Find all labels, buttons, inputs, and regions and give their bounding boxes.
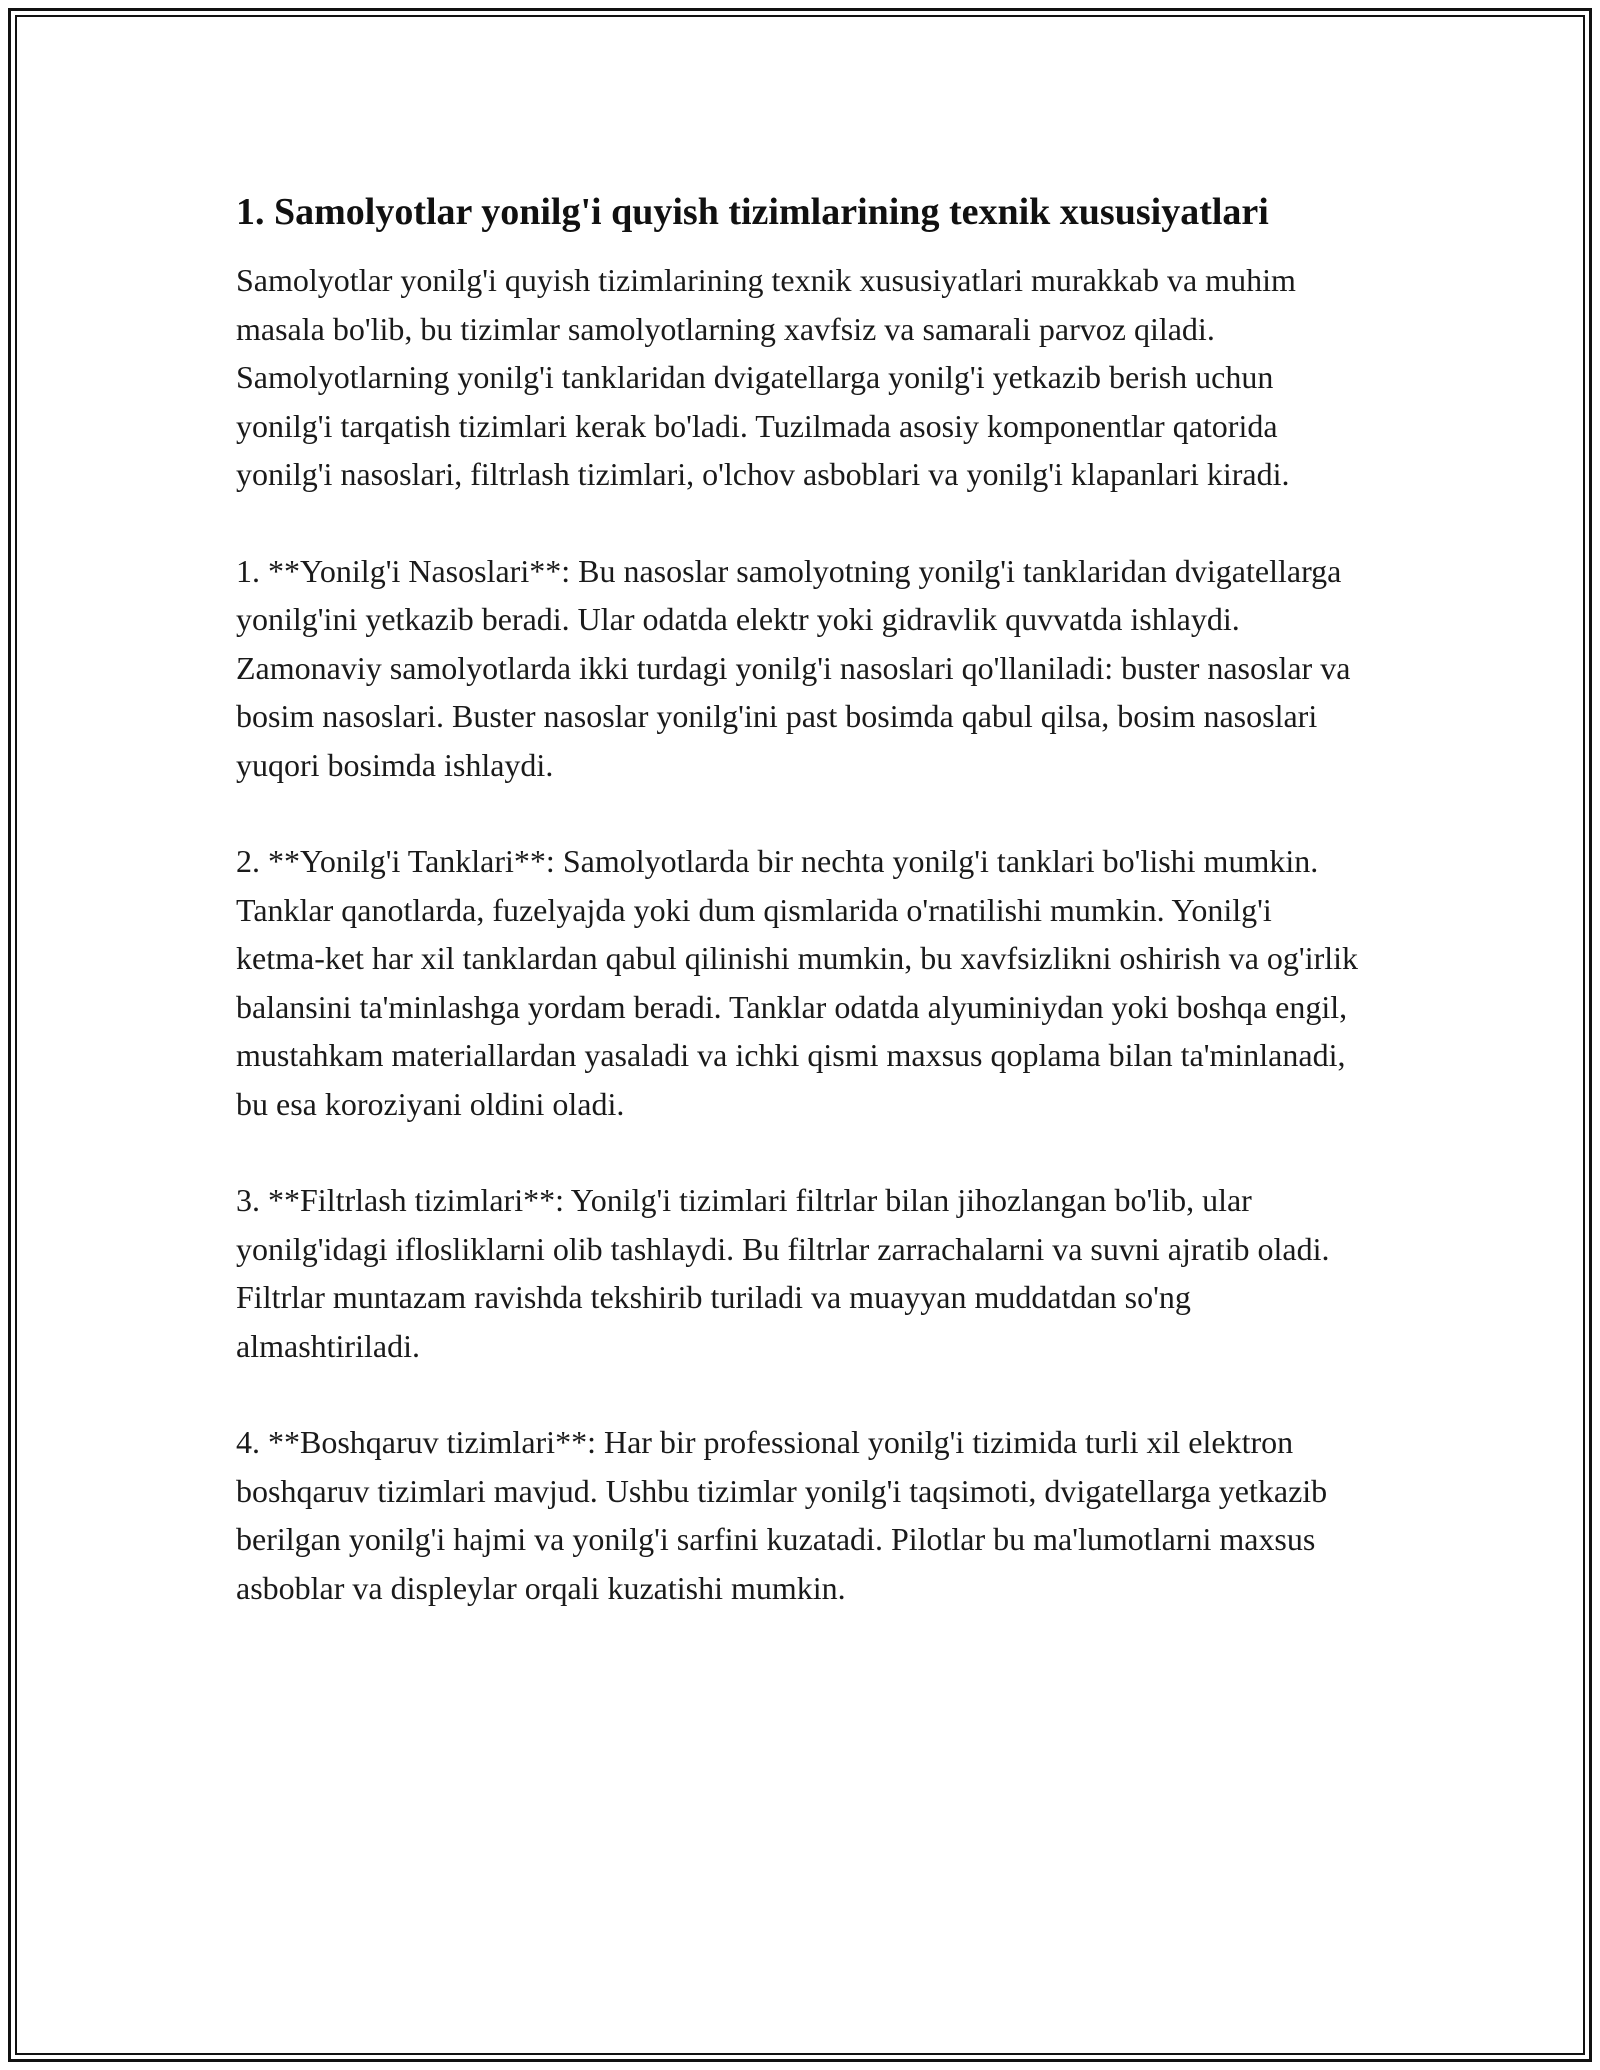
- document-body: [236, 185, 1366, 1660]
- paragraph-fuel-pumps: 1. **Yonilg'i Nasoslari**: Bu nasoslar samolyotning yonilg'i tanklaridan dvigatellarga yonilg'ini yetkazib beradi. Ular odatda elektr yoki gidravlik quvvatda ishlaydi. Zamonaviy samolyotlarda ikki turdagi yonilg'i nasoslari qo'llaniladi: buster nasoslar va bosim nasoslari. Buster nasoslar yonilg'ini past bosimda qabul qilsa, bosim nasoslari yuqori bosimda ishlaydi.: [236, 552, 1351, 783]
- document-title: 1. Samolyotlar yonilg'i quyish tizimlarining texnik xususiyatlari: [236, 191, 1269, 233]
- paragraph-filtration-systems: 3. **Filtrlash tizimlari**: Yonilg'i tizimlari filtrlar bilan jihozlangan bo'lib, ular yonilg'idagi iflosliklarni olib tashlaydi. Bu filtrlar zarrachalarni va suvni ajratib oladi. Filtrlar muntazam ravishda tekshirib turiladi va muayyan muddatdan so'ng almashtiriladi.: [236, 1182, 1330, 1364]
- paragraph-control-systems: 4. **Boshqaruv tizimlari**: Har bir professional yonilg'i tizimida turli xil elektron boshqaruv tizimlari mavjud. Ushbu tizimlar yonilg'i taqsimoti, dvigatellarga yetkazib berilgan yonilg'i hajmi va yonilg'i sarfini kuzatadi. Pilotlar bu ma'lumotlarni maxsus asboblar va displeylar orqali kuzatishi mumkin.: [236, 1424, 1328, 1606]
- paragraph-fuel-tanks: 2. **Yonilg'i Tanklari**: Samolyotlarda bir nechta yonilg'i tanklari bo'lishi mumkin. Tanklar qanotlarda, fuzelyajda yoki dum qismlarida o'rnatilishi mumkin. Yonilg'i ketma-ket har xil tanklardan qabul qilinishi mumkin, bu xavfsizlikni oshirish va og'irlik balansini ta'minlashga yordam beradi. Tanklar odatda alyuminiydan yoki boshqa engil, mustahkam materiallardan yasaladi va ichki qismi maxsus qoplama bilan ta'minlanadi, bu esa koroziyani oldini oladi.: [236, 843, 1359, 1122]
- intro-paragraph: Samolyotlar yonilg'i quyish tizimlarining texnik xususiyatlari murakkab va muhim masala bo'lib, bu tizimlar samolyotlarning xavfsiz va samarali parvoz qiladi. Samolyotlarning yonilg'i tanklaridan dvigatellarga yonilg'i yetkazib berish uchun yonilg'i tarqatish tizimlari kerak bo'ladi. Tuzilmada asosiy komponentlar qatorida yonilg'i nasoslari, filtrlash tizimlari, o'lchov asboblari va yonilg'i klapanlari kiradi.: [236, 262, 1296, 492]
